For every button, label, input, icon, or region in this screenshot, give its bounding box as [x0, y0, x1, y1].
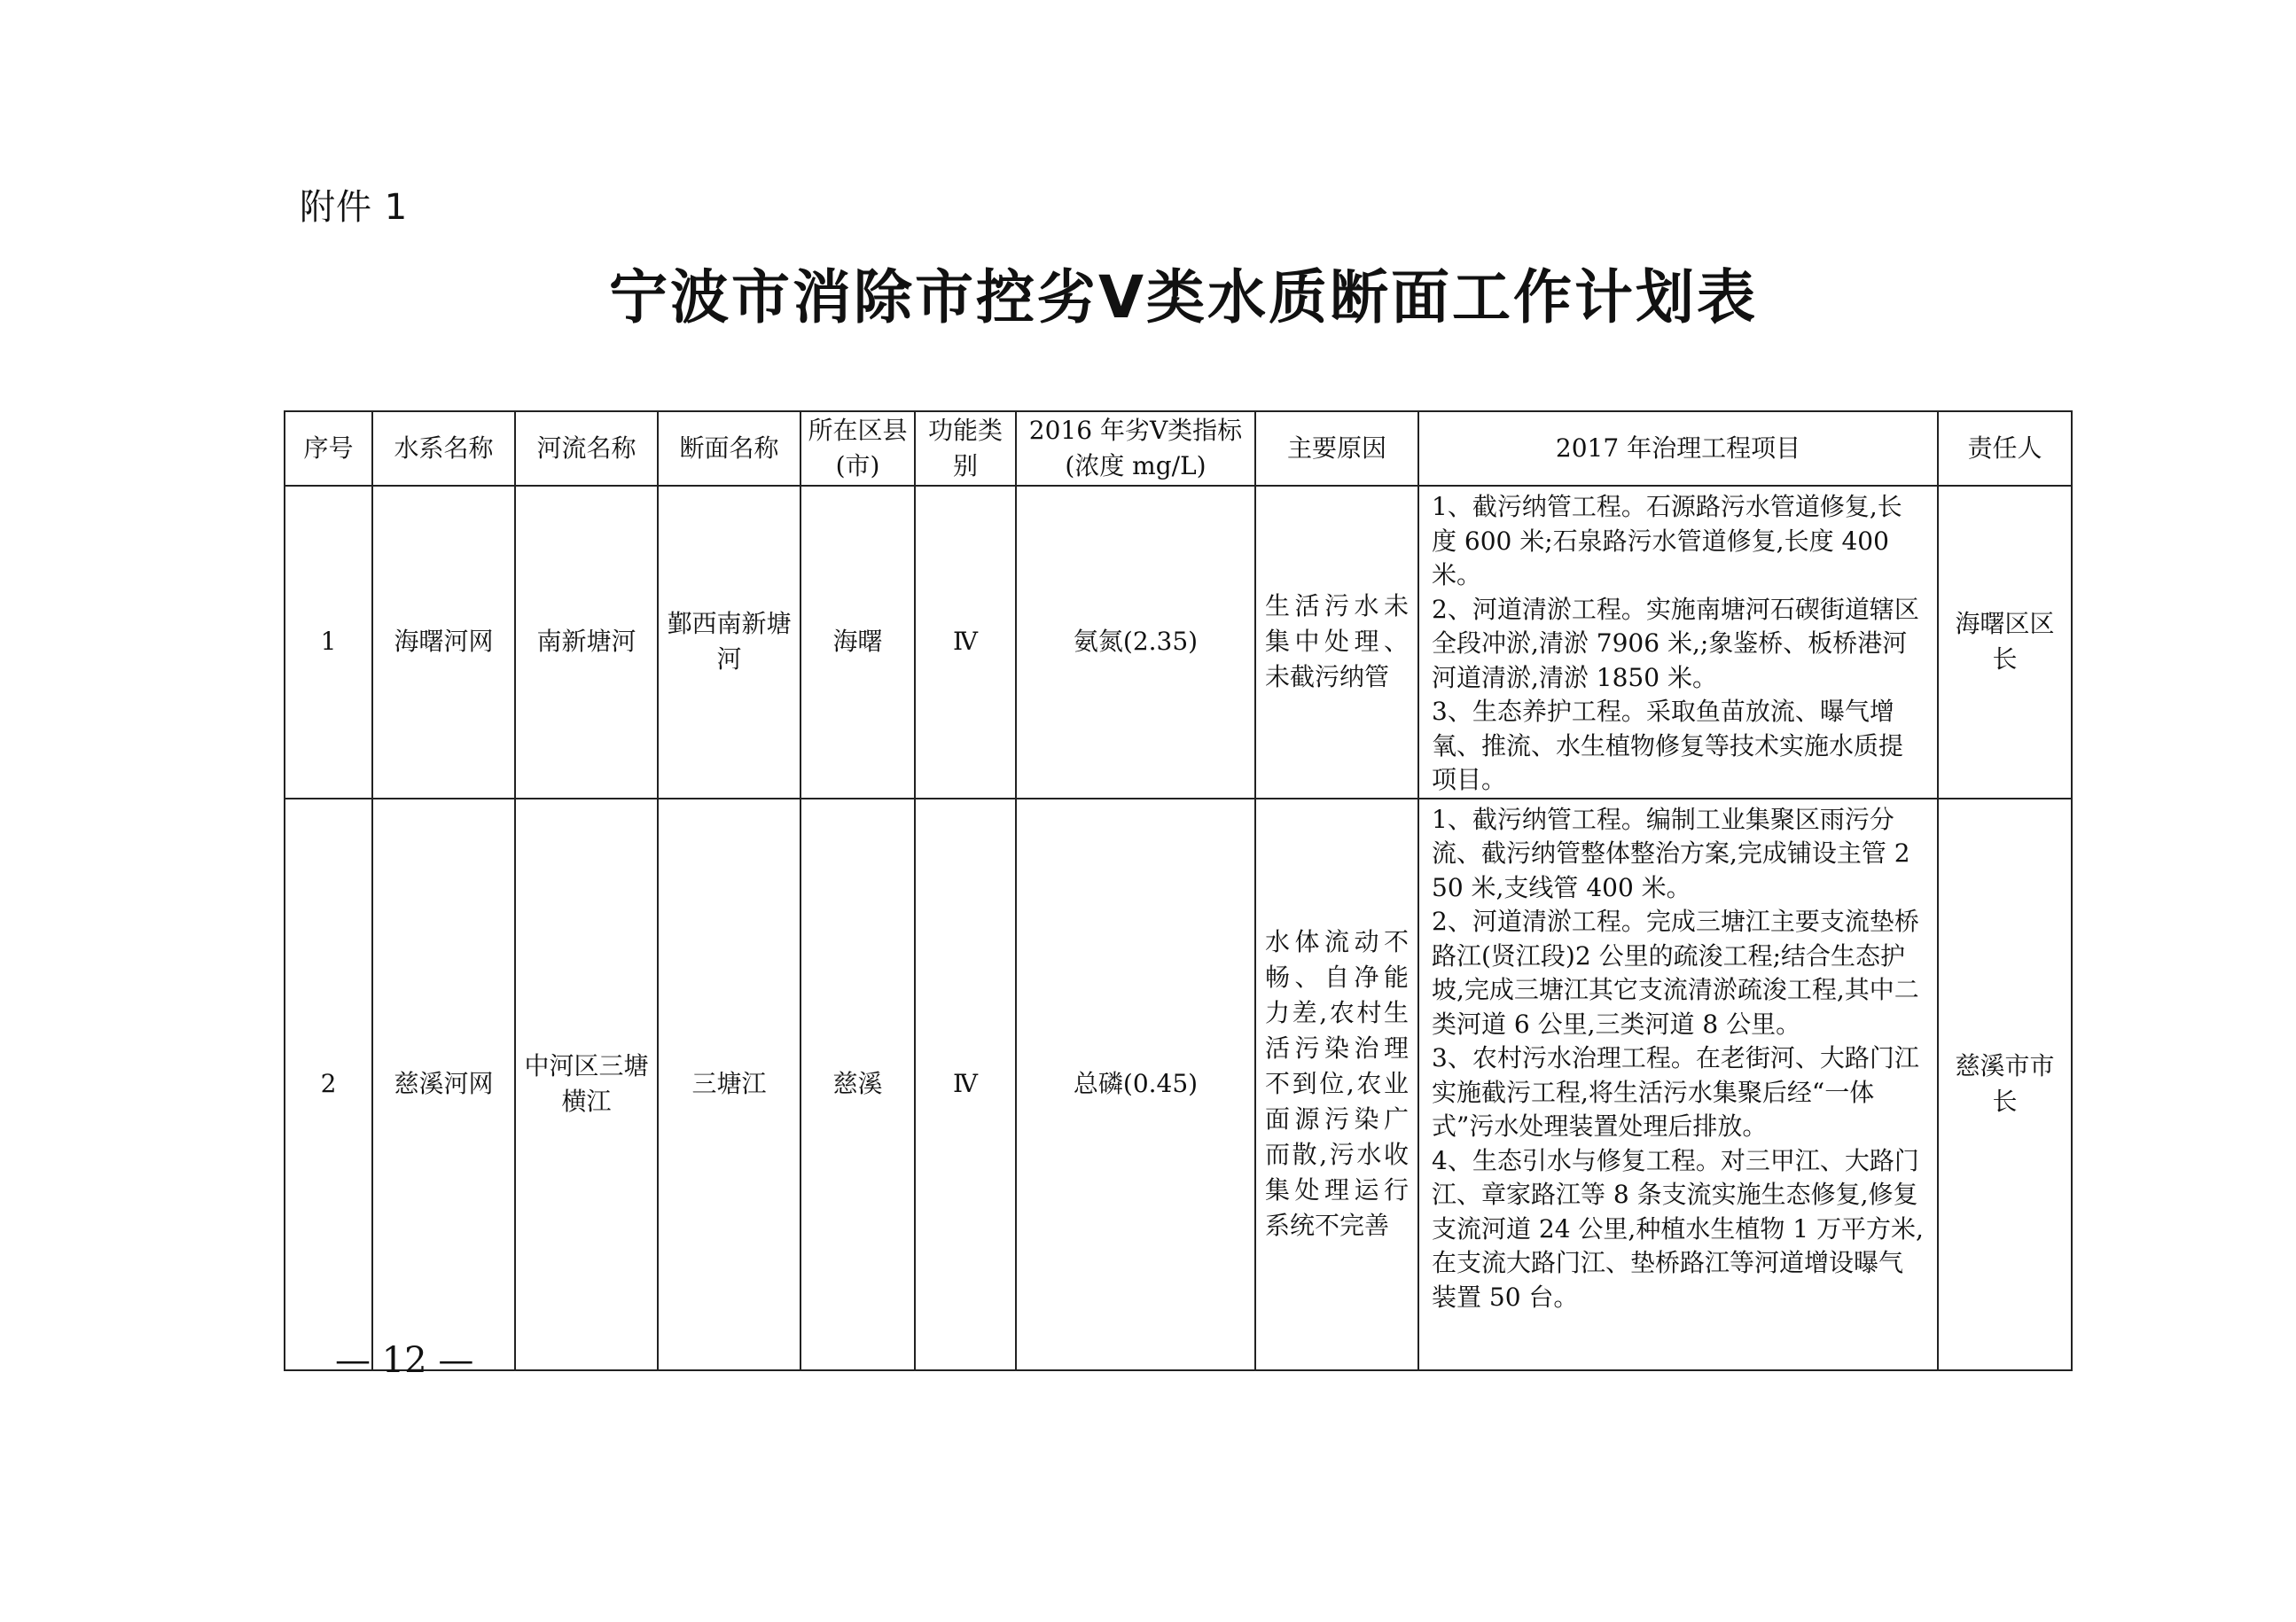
cell-function-class: Ⅳ — [915, 799, 1016, 1370]
project-item: 4、生态引水与修复工程。对三甲江、大路门江、章家路江等 8 条支流实施生态修复,修复支流河道 24 公里,种植水生植物 1 万平方米,在支流大路门江、垫桥路江等河道增设曝气装置 50 台。 — [1432, 1145, 1924, 1312]
cell-responsible: 海曙区区长 — [1938, 486, 2072, 799]
document-title: 宁波市消除市控劣Ⅴ类水质断面工作计划表 — [608, 263, 1759, 331]
cell-section: 鄞西南新塘河 — [658, 486, 800, 799]
header-seq: 序号 — [285, 411, 372, 486]
cell-function-class: Ⅳ — [915, 486, 1016, 799]
cell-projects — [1418, 486, 1938, 799]
cell-responsible: 慈溪市市长 — [1938, 799, 2072, 1370]
cell-indicator: 氨氮(2.35) — [1016, 486, 1255, 799]
cell-indicator: 总磷(0.45) — [1016, 799, 1255, 1370]
project-item: 3、生态养护工程。采取鱼苗放流、曝气增氧、推流、水生植物修复等技术实施水质提项目。 — [1432, 697, 1904, 794]
cell-cause: 生活污水未集中处理、未截污纳管 — [1255, 486, 1418, 799]
cell-river: 中河区三塘横江 — [515, 799, 658, 1370]
cell-river: 南新塘河 — [515, 486, 658, 799]
header-function-class: 功能类别 — [915, 411, 1016, 486]
project-item: 2、河道清淤工程。完成三塘江主要支流垫桥路江(贤江段)2 公里的疏浚工程;结合生态护坡,完成三塘江其它支流清淤疏浚工程,其中二类河道 6 公里,三类河道 8 公里。 — [1432, 907, 1919, 1039]
cell-section: 三塘江 — [658, 799, 800, 1370]
header-section: 断面名称 — [658, 411, 800, 486]
work-plan-table — [284, 410, 2073, 1371]
header-water-system: 水系名称 — [372, 411, 515, 486]
cell-water-system: 慈溪河网 — [372, 799, 515, 1370]
table-row — [285, 486, 2072, 799]
page-number: — 12 — — [335, 1340, 474, 1381]
project-item: 2、河道清淤工程。实施南塘河石碶街道辖区全段冲淤,清淤 7906 米,;象鉴桥、板桥港河河道清淤,清淤 1850 米。 — [1432, 594, 1919, 692]
project-item: 1、截污纳管工程。石源路污水管道修复,长度 600 米;石泉路污水管道修复,长度 400 米。 — [1432, 492, 1902, 589]
table-row — [285, 799, 2072, 1370]
table-header-row — [285, 411, 2072, 486]
header-projects: 2017 年治理工程项目 — [1418, 411, 1938, 486]
cell-seq: 2 — [285, 799, 372, 1370]
project-item: 1、截污纳管工程。编制工业集聚区雨污分流、截污纳管整体整治方案,完成铺设主管 250 米,支线管 400 米。 — [1432, 804, 1910, 902]
cell-cause: 水体流动不畅、自净能力差,农村生活污染治理不到位,农业面源污染广而散,污水收集处理运行系统不完善 — [1255, 799, 1418, 1370]
cell-water-system: 海曙河网 — [372, 486, 515, 799]
project-item: 3、农村污水治理工程。在老街河、大路门江实施截污工程,将生活污水集聚后经“一体式”污水处理装置处理后排放。 — [1432, 1043, 1919, 1141]
header-indicator: 2016 年劣Ⅴ类指标(浓度 mg/L) — [1016, 411, 1255, 486]
header-cause: 主要原因 — [1255, 411, 1418, 486]
cell-projects — [1418, 799, 1938, 1370]
cell-county: 海曙 — [800, 486, 915, 799]
cell-county: 慈溪 — [800, 799, 915, 1370]
attachment-label: 附件 1 — [300, 187, 409, 228]
header-responsible: 责任人 — [1938, 411, 2072, 486]
header-county: 所在区县(市) — [800, 411, 915, 486]
cell-seq: 1 — [285, 486, 372, 799]
header-river: 河流名称 — [515, 411, 658, 486]
